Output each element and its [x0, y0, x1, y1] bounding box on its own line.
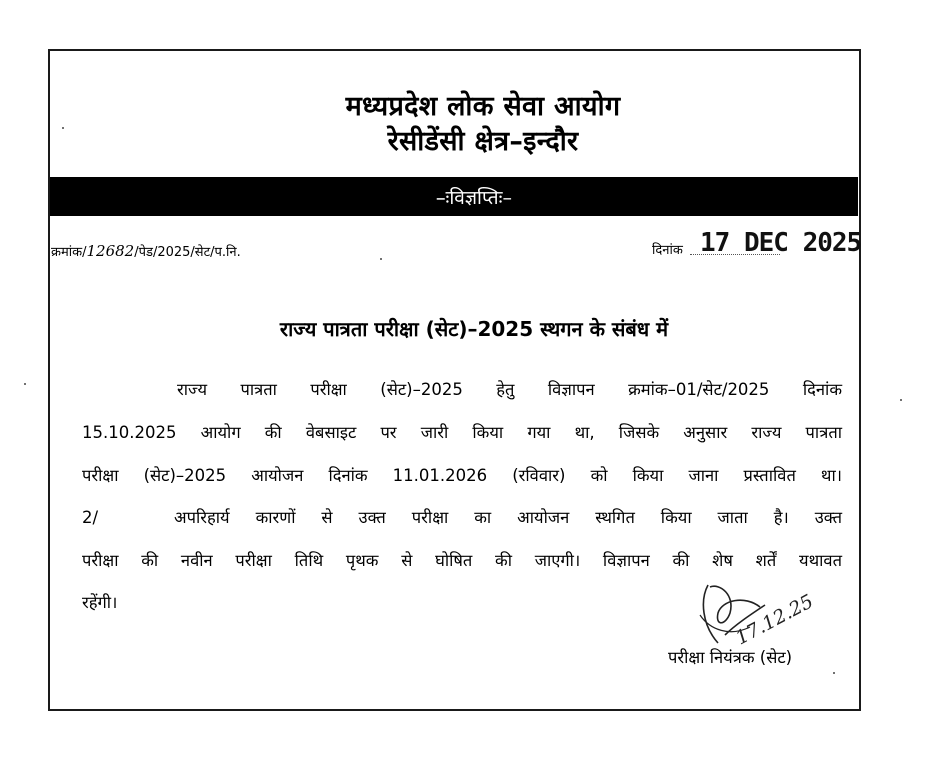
- signature-date: 17.12.25: [732, 590, 818, 650]
- scan-speck: [380, 258, 382, 260]
- body-line-2: 15.10.2025 आयोग की वेबसाइट पर जारी किया गया था, जिसके अनुसार राज्य पात्रता: [82, 423, 842, 442]
- reference-suffix: /पेड/2025/सेट/प.नि.: [134, 245, 241, 260]
- scan-speck: [900, 399, 902, 401]
- reference-handwritten-number: 12682: [86, 242, 135, 260]
- reference-number: [51, 242, 241, 260]
- date-stamp: 17 DEC 2025: [700, 228, 862, 258]
- org-name: मध्यप्रदेश लोक सेवा आयोग: [345, 91, 621, 122]
- body-line-5: परीक्षा की नवीन परीक्षा तिथि पृथक से घोषित की जाएगी। विज्ञापन की शेष शर्तें यथावत: [82, 551, 842, 570]
- handwritten-signature: [680, 565, 865, 655]
- body-line-1-text: राज्य पात्रता परीक्षा (सेट)–2025 हेतु विज्ञापन क्रमांक–01/सेट/2025 दिनांक: [177, 380, 842, 399]
- scan-speck: [833, 672, 835, 674]
- subject-line: राज्य पात्रता परीक्षा (सेट)–2025 स्थगन के संबंध में: [279, 317, 669, 341]
- notice-title-band: [50, 177, 858, 216]
- reference-prefix: क्रमांक/: [51, 245, 87, 260]
- body-line-6: रहेंगी।: [82, 593, 118, 612]
- signatory-designation: परीक्षा नियंत्रक (सेट): [668, 648, 793, 667]
- body-line-4-text: अपरिहार्य कारणों से उक्त परीक्षा का आयोजन स्थगित किया जाता है। उक्त: [174, 508, 842, 527]
- notice-title: –ःविज्ञप्तिः–: [436, 186, 512, 209]
- scan-speck: [62, 127, 64, 129]
- org-address: रेसीडेंसी क्षेत्र–इन्दौर: [387, 126, 579, 157]
- scan-speck: [24, 383, 26, 385]
- body-line-1: [82, 377, 842, 400]
- body-line-4: [82, 505, 842, 528]
- date-label: दिनांक: [652, 243, 683, 258]
- paragraph-number: 2/: [82, 508, 99, 527]
- body-line-3: परीक्षा (सेट)–2025 आयोजन दिनांक 11.01.2026 (रविवार) को किया जाना प्रस्तावित था।: [82, 466, 842, 485]
